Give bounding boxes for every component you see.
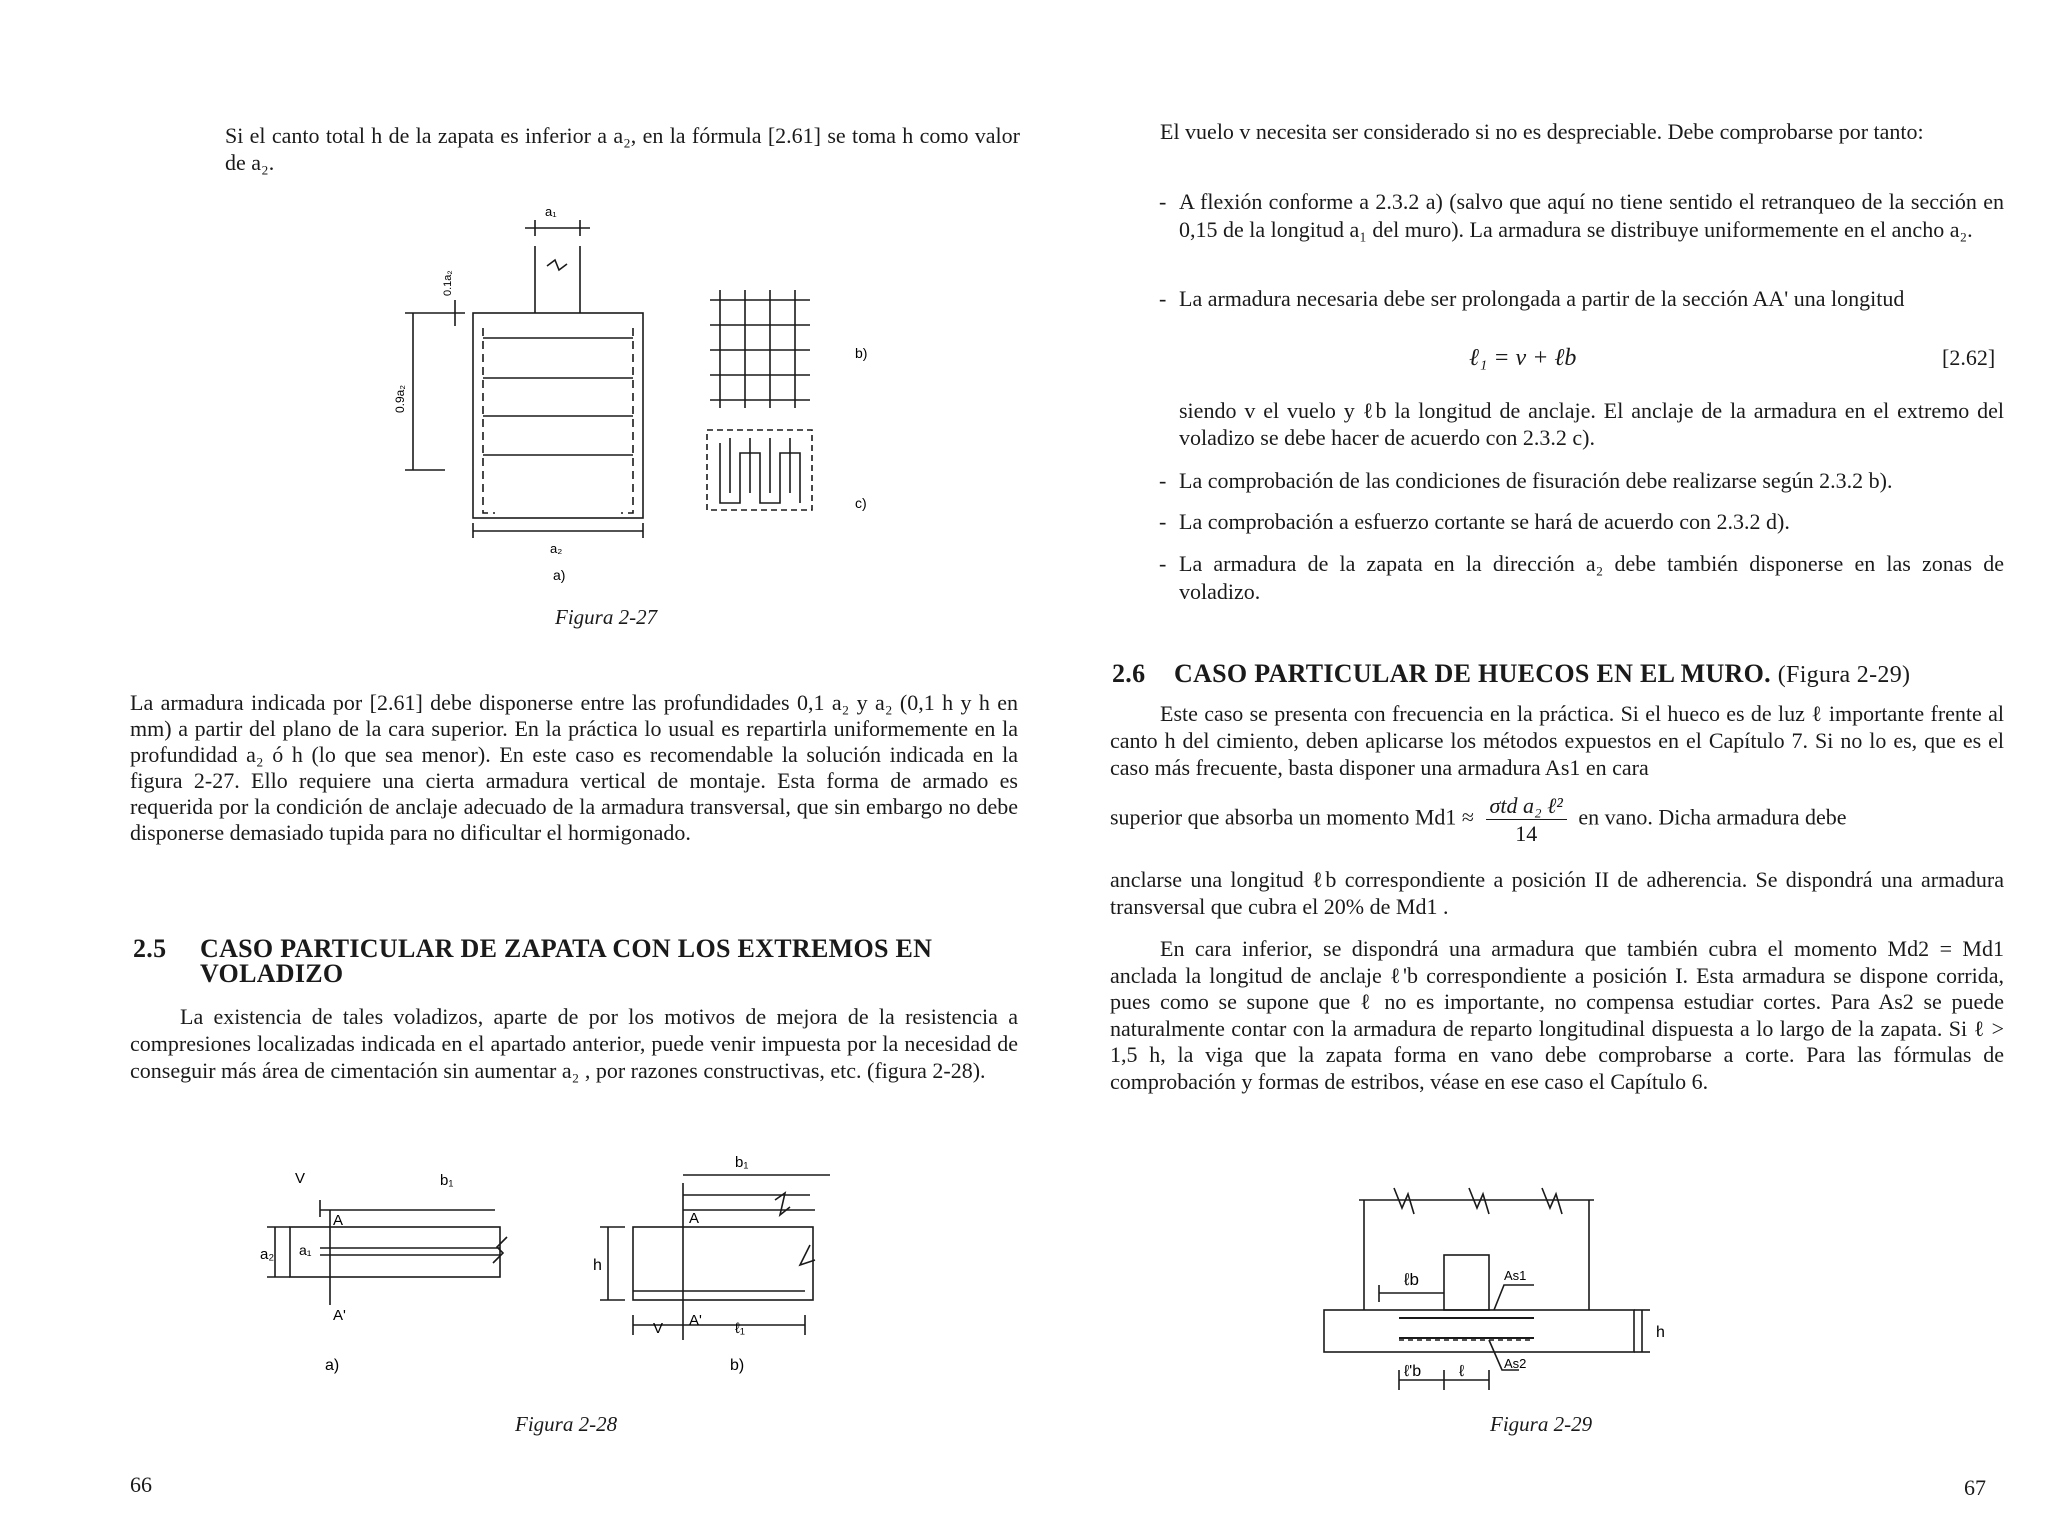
- fig28-V-label-b: V: [653, 1320, 664, 1337]
- fig28-l1-label: ℓ₁: [735, 1320, 745, 1337]
- intro-text: Si el canto total h de la zapata es inferior a a₂, en la fórmula [2.61] se toma h como valor de a₂.: [225, 123, 1020, 175]
- fig29-lb-label: ℓb: [1404, 1270, 1419, 1289]
- fig28-b1-label-a: b₁: [440, 1172, 454, 1189]
- fig28-a1-label: a₁: [299, 1242, 312, 1258]
- equation: ℓ₁ = v + ℓb: [1469, 345, 1577, 371]
- fig28-h-label: h: [593, 1257, 602, 1274]
- figure-2-28: [255, 1155, 855, 1385]
- fig27-09a2-label: 0.9a₂: [393, 384, 407, 413]
- fig28-b-label: b): [730, 1357, 745, 1374]
- para-vuelo: El vuelo v necesita ser considerado si no es despreciable. Debe comprobarse por tanto:: [1160, 119, 1924, 144]
- figure-2-29-caption: Figura 2-29: [1490, 1412, 1593, 1436]
- fig27-a-label: a): [553, 567, 566, 583]
- fig27-a1-label: a₁: [545, 204, 557, 219]
- bullet-1: - A flexión conforme a 2.3.2 a) (salvo que aquí no tiene sentido el retranqueo de la sección en 0,15 de la longitud a₁ del muro). La armadura se distribuye uniformemente en el ancho a₂.: [1159, 189, 2004, 242]
- section-2-6-text2: anclarse una longitud ℓb correspondiente a posición II de adherencia. Se dispondrá una armadura transversal que cubra el 20% de Md1 .: [1110, 867, 2004, 919]
- para-siendo: siendo v el vuelo y ℓb la longitud de anclaje. El anclaje de la armadura en el extremo del voladizo se debe hacer de acuerdo con 2.3.2 c).: [1179, 398, 2004, 450]
- para-armadura: La armadura indicada por [2.61] debe disponerse entre las profundidades 0,1 a₂ y a₂ (0,1 h y h en mm) a partir del plano de la cara superior. En la práctica lo usual es repartirla uniformemente en la profundidad a₂ ó h (lo que sea menor). En este caso es recomendable la solución indicada en la figura 2-27. Ello requiere una cierta armadura vertical de montaje. Esta forma de armado es requerida por la condición de anclaje adecuado de la armadura transversal, que sin embargo no debe disponerse demasiado tupida para no dificultar el hormigonado.: [130, 690, 1018, 845]
- equation-number: [2.62]: [1942, 345, 1996, 370]
- fig29-l-label: ℓ: [1459, 1363, 1465, 1380]
- fig28-a-label: a): [325, 1357, 340, 1374]
- bullet-3: - La comprobación de las condiciones de fisuración debe realizarse según 2.3.2 b).: [1159, 468, 1893, 493]
- fig28-V-label: V: [295, 1170, 306, 1187]
- bullet-5: - La armadura de la zapata en la dirección a₂ debe también disponerse en las zonas de voladizo.: [1159, 551, 2004, 604]
- bullet-4: - La comprobación a esfuerzo cortante se hará de acuerdo con 2.3.2 d).: [1159, 509, 1790, 534]
- section-2-6-title: CASO PARTICULAR DE HUECOS EN EL MURO. (Figura 2-29): [1174, 659, 1911, 688]
- right-page: [1024, 0, 2048, 1525]
- section-2-5-title-line1: CASO PARTICULAR DE ZAPATA CON LOS EXTREMOS EN: [200, 934, 933, 963]
- figure-2-27-caption: Figura 2-27: [555, 605, 658, 629]
- fig27-01a2-label: 0.1a₂: [442, 270, 454, 296]
- fig27-b-label: b): [855, 345, 868, 361]
- bullet-2: - La armadura necesaria debe ser prolongada a partir de la sección AA' una longitud: [1159, 286, 1905, 311]
- fig28-A-label-b: A: [689, 1210, 700, 1227]
- section-2-6-text1: Este caso se presenta con frecuencia en la práctica. Si el hueco es de luz ℓ importante frente al canto h del cimiento, deben aplicarse los métodos expuestos en el Capítulo 7. Si no lo es, que es el caso más frecuente, basta disponer una armadura As1 en cara: [1110, 701, 2004, 780]
- section-2-5-title-line2: VOLADIZO: [200, 959, 344, 988]
- fig28-Aprime-label-a: A': [333, 1307, 346, 1324]
- fig28-Aprime-label-b: A': [689, 1312, 702, 1329]
- section-2-5-number: 2.5: [133, 934, 167, 963]
- section-2-6-text3: En cara inferior, se dispondrá una armadura que también cubra el momento Md2 = Md1 anclada la longitud de anclaje ℓ'b correspondiente a posición I. Esta armadura se dispone corrida, pues como se supone que ℓ no es importante, no compensa estudiar cortes. Para As2 se puede naturalmente contar con la armadura de reparto longitudinal dispuesta a lo largo de la zapata. Si ℓ > 1,5 h, la viga que la zapata forma en vano debe comprobarse a corte. Para las fórmulas de comprobación y formas de estribos, véase en ese caso el Capítulo 6.: [1110, 936, 2004, 1094]
- section-2-6-number: 2.6: [1112, 659, 1146, 688]
- section-2-5-text: La existencia de tales voladizos, aparte de por los motivos de mejora de la resistencia a compresiones localizadas indicada en el apartado anterior, puede venir impuesta por la necesidad de conseguir más área de cimentación sin aumentar a₂ , por razones constructivas, etc. (figura 2-28).: [130, 1004, 1018, 1083]
- fig28-b1-label-b: b₁: [735, 1154, 749, 1171]
- page-number-left: 66: [130, 1472, 152, 1497]
- fig29-As2-label: As2: [1504, 1356, 1527, 1371]
- page-number-right: 67: [1964, 1475, 1986, 1500]
- fig29-As1-label: As1: [1504, 1268, 1527, 1283]
- fig27-c-label: c): [855, 495, 867, 511]
- fig29-h-label: h: [1656, 1324, 1665, 1341]
- figure-2-29: [1324, 1180, 1744, 1420]
- figure-2-28-caption: Figura 2-28: [515, 1412, 618, 1436]
- section-2-6-formula-line: superior que absorba un momento Md1 ≈ $\frac{\text{σtd a₂ ℓ²}}{14}$ en vano. Dicha armadura debe: [1110, 793, 1847, 846]
- fig28-A-label-a: A: [333, 1212, 344, 1229]
- fig29-lbprime-label: ℓ'b: [1404, 1363, 1422, 1380]
- fig28-a2-label: a₂: [260, 1246, 275, 1263]
- moment-fraction: $\frac{\text{σtd a₂ ℓ²}}{14}$: [1486, 792, 1567, 847]
- figure-2-27: [393, 204, 935, 583]
- fig27-a2-label: a₂: [550, 541, 563, 556]
